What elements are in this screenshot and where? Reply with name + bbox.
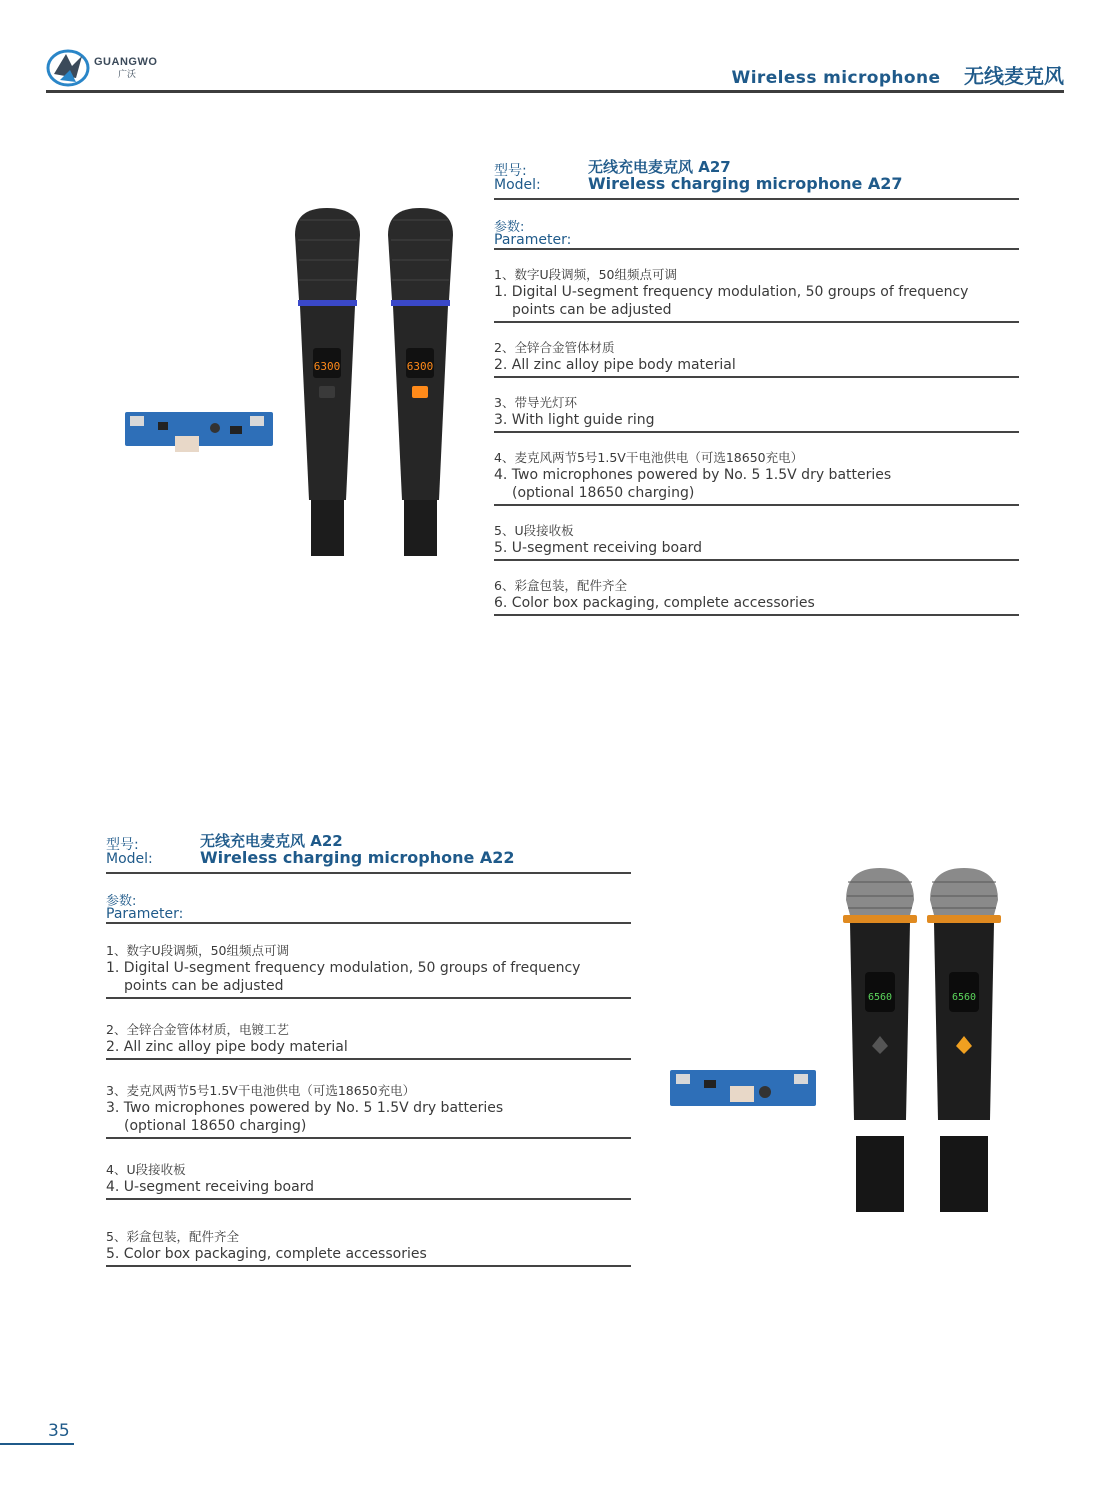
parameter-block	[494, 216, 1019, 250]
spec-item-en-cont: points can be adjusted	[124, 978, 284, 994]
spec-item	[494, 577, 1019, 616]
brand-name	[94, 56, 157, 80]
product-a22-spec	[106, 834, 631, 1267]
product-a22-image	[660, 860, 1040, 1260]
spec-item-cn: 4、麦克风两节5号1.5V干电池供电（可选18650充电）	[494, 450, 804, 465]
spec-item-en: 1. Digital U-segment frequency modulation, 50 groups of frequency	[494, 284, 969, 300]
model-label-en: Model:	[494, 177, 541, 193]
page-number: 35	[48, 1421, 70, 1441]
brand-name-en: GUANGWO	[94, 56, 158, 68]
mic-display-left: 6300	[313, 360, 341, 373]
model-name-cn: 无线充电麦克风 A22	[200, 832, 343, 850]
parameter-label-en: Parameter:	[106, 906, 184, 922]
spec-item-cn: 1、数字U段调频，50组频点可调	[106, 943, 290, 958]
spec-item-en: 5. Color box packaging, complete accessories	[106, 1246, 427, 1262]
spec-item-en: 2. All zinc alloy pipe body material	[494, 357, 736, 373]
product-a27-spec	[494, 160, 1019, 616]
spec-item-cn: 3、带导光灯环	[494, 395, 577, 410]
spec-item	[494, 394, 1019, 433]
spec-item-en: 5. U-segment receiving board	[494, 540, 703, 556]
parameter-label-cn: 参数:	[494, 220, 525, 235]
spec-item-cn: 6、彩盒包装，配件齐全	[494, 578, 627, 593]
model-name-cn: 无线充电麦克风 A27	[588, 158, 731, 176]
spec-item-cn: 4、U段接收板	[106, 1162, 186, 1177]
spec-item-cn: 2、全锌合金管体材质	[494, 340, 615, 355]
spec-item-en-cont: (optional 18650 charging)	[124, 1118, 307, 1134]
spec-item-cn: 2、全锌合金管体材质，电镀工艺	[106, 1022, 289, 1037]
mic-display-left: 6560	[867, 992, 893, 1003]
spec-item-cn: 1、数字U段调频，50组频点可调	[494, 267, 678, 282]
parameter-label-en: Parameter:	[494, 232, 572, 248]
model-name-en: Wireless charging microphone A22	[200, 848, 515, 867]
page-title-en: Wireless microphone	[731, 68, 941, 88]
receiver-board-icon	[125, 412, 273, 452]
spec-item	[106, 1161, 631, 1200]
spec-item-en: 6. Color box packaging, complete accessories	[494, 595, 815, 611]
spec-item-en-cont: (optional 18650 charging)	[512, 485, 695, 501]
parameter-label-cn: 参数:	[106, 894, 137, 909]
microphone-right-icon	[388, 208, 453, 556]
receiver-board-icon	[670, 1070, 816, 1106]
spec-item	[494, 449, 1019, 506]
brand-name-cn: 广沃	[118, 69, 137, 79]
mic-display-right: 6560	[951, 992, 977, 1003]
spec-item	[106, 1021, 631, 1060]
model-label-cn: 型号:	[106, 837, 139, 853]
model-label-cn: 型号:	[494, 163, 527, 179]
spec-item	[494, 522, 1019, 561]
spec-item	[106, 1082, 631, 1139]
spec-item-en: 2. All zinc alloy pipe body material	[106, 1039, 348, 1055]
model-label-en: Model:	[106, 851, 153, 867]
spec-item-en: 3. With light guide ring	[494, 412, 655, 428]
microphone-left-icon	[295, 208, 360, 556]
mic-display-right: 6300	[406, 360, 434, 373]
spec-item-en: 4. Two microphones powered by No. 5 1.5V dry batteries	[494, 467, 892, 483]
spec-item-cn: 3、麦克风两节5号1.5V干电池供电（可选18650充电）	[106, 1083, 416, 1098]
page-number-rule	[0, 1443, 74, 1445]
header-rule	[46, 90, 1064, 93]
spec-item	[494, 266, 1019, 323]
spec-item-cn: 5、彩盒包装，配件齐全	[106, 1229, 239, 1244]
model-name-en: Wireless charging microphone A27	[588, 174, 903, 193]
page-title	[732, 60, 1064, 89]
page-title-cn: 无线麦克风	[964, 64, 1064, 88]
spec-item-en: 3. Two microphones powered by No. 5 1.5V dry batteries	[106, 1100, 504, 1116]
microphone-right-icon	[927, 868, 1001, 1212]
spec-item	[494, 339, 1019, 378]
product-a27-image	[120, 200, 480, 600]
spec-item-cn: 5、U段接收板	[494, 523, 574, 538]
spec-item-en: 4. U-segment receiving board	[106, 1179, 315, 1195]
spec-item	[106, 942, 631, 999]
spec-item-en: 1. Digital U-segment frequency modulation, 50 groups of frequency	[106, 960, 581, 976]
spec-item-en-cont: points can be adjusted	[512, 302, 672, 318]
model-block	[106, 834, 631, 874]
model-block	[494, 160, 1019, 200]
spec-item	[106, 1228, 631, 1267]
parameter-block	[106, 890, 631, 924]
microphone-left-icon	[843, 868, 917, 1212]
